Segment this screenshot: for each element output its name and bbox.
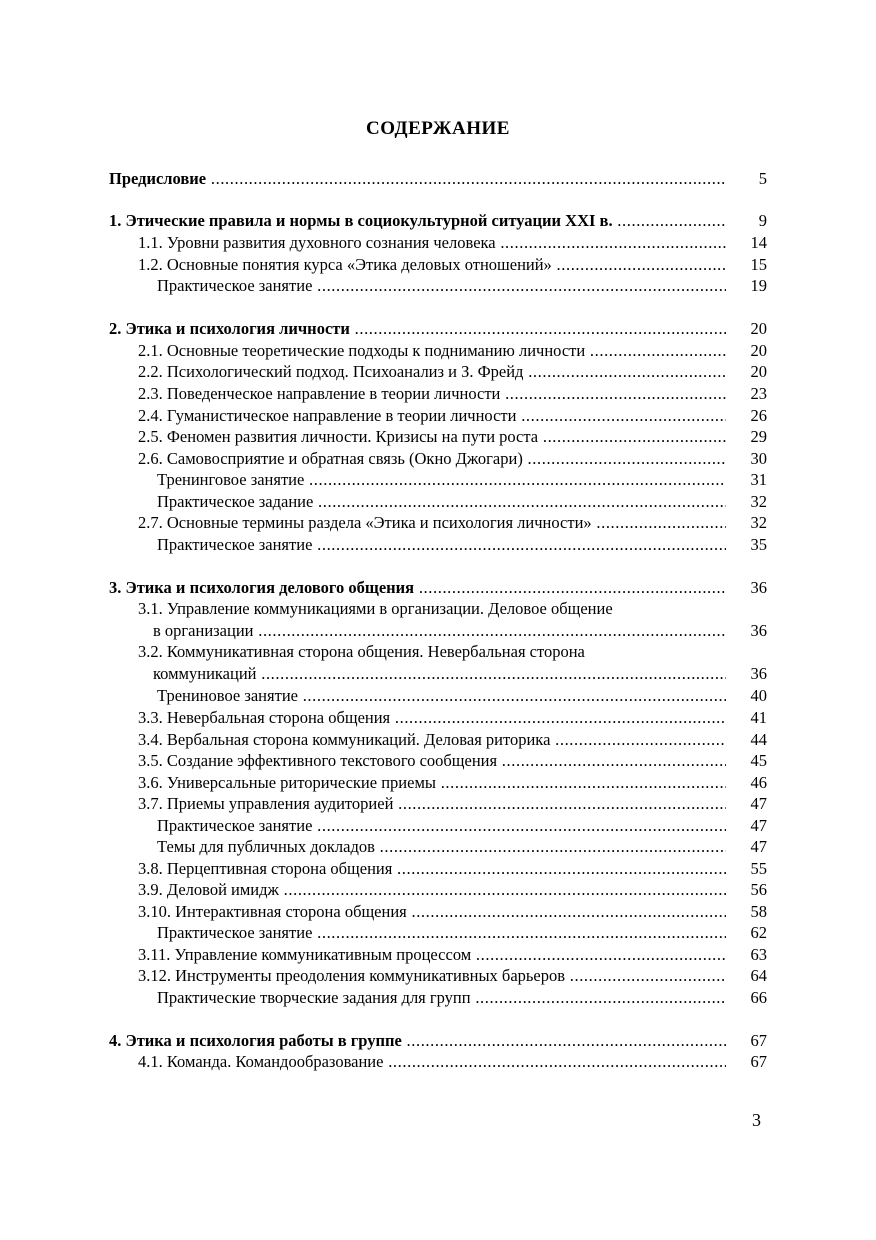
toc-entry-title: Предисловие — [109, 169, 207, 188]
toc-page-number: 30 — [750, 449, 767, 468]
toc-page-number: 19 — [750, 276, 767, 295]
toc-page-number: 26 — [750, 406, 767, 425]
toc-entry[interactable] — [109, 750, 767, 772]
toc-entry-text — [109, 168, 726, 190]
dot-leader — [592, 513, 726, 532]
dot-leader — [436, 773, 726, 792]
toc-entry-title: 1. Этические правила и нормы в социокультурной ситуации XXI в. — [109, 211, 613, 230]
dot-leader — [279, 880, 726, 899]
toc-entry[interactable] — [109, 663, 767, 685]
dot-leader — [407, 902, 726, 921]
toc-entry-title: 3.8. Перцептивная сторона общения — [138, 859, 393, 878]
toc-entry-text — [138, 879, 726, 901]
toc-entry-text — [138, 965, 726, 987]
dot-leader — [312, 535, 726, 554]
page-number: 3 — [752, 1110, 761, 1130]
toc-page-number: 15 — [750, 255, 767, 274]
toc-page-number: 29 — [750, 427, 767, 446]
toc-page-number: 62 — [750, 923, 767, 942]
dot-leader — [392, 859, 726, 878]
toc-entry-text — [138, 707, 726, 729]
toc-entry-title: 2. Этика и психология личности — [109, 319, 350, 338]
toc-entry-text — [109, 210, 726, 232]
dot-leader — [393, 794, 726, 813]
dot-leader — [497, 751, 726, 770]
dot-leader — [312, 816, 726, 835]
toc-entry[interactable] — [109, 793, 767, 815]
toc-entry-text — [138, 361, 726, 383]
toc-entry-text — [109, 1030, 726, 1052]
toc-entry[interactable] — [109, 210, 767, 232]
toc-entry[interactable] — [109, 318, 767, 340]
toc-entry-text — [138, 858, 726, 880]
toc-entry[interactable] — [109, 729, 767, 751]
dot-leader — [500, 384, 726, 403]
toc-entry-text — [138, 383, 726, 405]
toc-page-number: 5 — [758, 169, 767, 188]
toc-entry-text — [138, 254, 726, 276]
toc-page-number: 47 — [750, 837, 767, 856]
toc-entry-text — [153, 620, 726, 642]
toc-entry-text — [157, 685, 726, 707]
toc-page-number: 20 — [750, 362, 767, 381]
toc-entry-title: Практическое занятие — [157, 923, 313, 942]
toc-entry-text — [109, 577, 726, 599]
toc-page-number: 64 — [750, 966, 767, 985]
toc-entry-text — [138, 340, 726, 362]
toc-entry-text — [138, 232, 726, 254]
toc-entry[interactable] — [109, 879, 767, 901]
toc-entry[interactable] — [109, 944, 767, 966]
toc-entry[interactable] — [109, 815, 767, 837]
toc-entry-title: 2.3. Поведенческое направление в теории личности — [138, 384, 501, 403]
toc-entry-title: 2.6. Самовосприятие и обратная связь (Окно Джогари) — [138, 449, 523, 468]
dot-leader — [350, 319, 726, 338]
toc-page-number: 40 — [750, 686, 767, 705]
toc-page-number: 36 — [750, 578, 767, 597]
dot-leader — [375, 837, 726, 856]
dot-leader — [298, 686, 726, 705]
toc-entry-title: 3.4. Вербальная сторона коммуникаций. Деловая риторика — [138, 730, 551, 749]
toc-entry-title: 1.1. Уровни развития духовного сознания человека — [138, 233, 496, 252]
toc-page-number: 32 — [750, 492, 767, 511]
toc-entry-title: 2.1. Основные теоретические подходы к подниманию личности — [138, 341, 586, 360]
toc-entry-title: 3.11. Управление коммуникативным процессом — [138, 945, 472, 964]
toc-page-number: 20 — [750, 319, 767, 338]
toc-page-number: 67 — [750, 1031, 767, 1050]
toc-entry[interactable] — [109, 534, 767, 556]
toc-entry[interactable] — [109, 275, 767, 297]
toc-entry[interactable] — [109, 577, 767, 599]
toc-entry-title: Практическое занятие — [157, 535, 313, 554]
toc-entry-text — [138, 901, 726, 923]
toc-entry-text — [138, 944, 726, 966]
toc-entry[interactable] — [109, 426, 767, 448]
toc-entry[interactable] — [109, 707, 767, 729]
dot-leader — [471, 945, 726, 964]
dot-leader — [390, 708, 726, 727]
toc-page-number: 32 — [750, 513, 767, 532]
toc-entry-text — [157, 922, 726, 944]
dot-leader — [206, 169, 726, 188]
toc-entry[interactable] — [109, 685, 767, 707]
toc-page-number: 35 — [750, 535, 767, 554]
dot-leader — [550, 730, 726, 749]
toc-entry[interactable] — [109, 361, 767, 383]
toc-entry-title: 3.1. Управление коммуникациями в организации. Деловое общение — [138, 599, 613, 618]
dot-leader — [565, 966, 726, 985]
dot-leader — [538, 427, 726, 446]
dot-leader — [414, 578, 726, 597]
toc-entry-text — [153, 663, 726, 685]
toc-page-number: 47 — [750, 794, 767, 813]
toc-entry-title: 3.12. Инструменты преодоления коммуникативных барьеров — [138, 966, 566, 985]
toc-entry[interactable] — [109, 469, 767, 491]
toc-entry-title: Практические творческие задания для групп — [157, 988, 471, 1007]
dot-leader — [257, 664, 727, 683]
toc-entry[interactable] — [109, 340, 767, 362]
toc-entry[interactable] — [109, 383, 767, 405]
toc-entry-title: 2.7. Основные термины раздела «Этика и психология личности» — [138, 513, 592, 532]
toc-entry-continuation: в организации — [153, 621, 254, 640]
toc-entry-title: 2.4. Гуманистическое направление в теории личности — [138, 406, 517, 425]
dot-leader — [312, 923, 726, 942]
toc-entry-text — [138, 512, 726, 534]
toc-entry-continuation: коммуникаций — [153, 664, 257, 683]
toc-page-number: 46 — [750, 773, 767, 792]
toc-page-number: 9 — [758, 211, 767, 230]
dot-leader — [312, 276, 726, 295]
toc-page-number: 66 — [750, 988, 767, 1007]
dot-leader — [613, 211, 726, 230]
toc-page-number: 36 — [750, 664, 767, 683]
toc-entry[interactable] — [109, 1051, 767, 1073]
toc-page-number: 56 — [750, 880, 767, 899]
toc-entry-text — [157, 275, 726, 297]
dot-leader — [402, 1031, 726, 1050]
toc-entry-title: 3.7. Приемы управления аудиторией — [138, 794, 394, 813]
dot-leader — [496, 233, 726, 252]
toc-entry-text — [138, 750, 726, 772]
toc-page-number: 45 — [750, 751, 767, 770]
page-title: СОДЕРЖАНИЕ — [366, 118, 510, 139]
toc-entry-title: Темы для публичных докладов — [157, 837, 375, 856]
toc-entry-text — [157, 815, 726, 837]
toc-entry-line — [109, 641, 767, 663]
toc-entry[interactable] — [109, 491, 767, 513]
toc-entry-title: Практическое задание — [157, 492, 314, 511]
dot-leader — [552, 255, 726, 274]
toc-page-number: 58 — [750, 902, 767, 921]
toc-page-number: 23 — [750, 384, 767, 403]
toc-entry[interactable] — [109, 1030, 767, 1052]
toc-entry[interactable] — [109, 987, 767, 1009]
toc-entry[interactable] — [109, 922, 767, 944]
toc-entry-title: 3.3. Невербальная сторона общения — [138, 708, 391, 727]
dot-leader — [304, 470, 726, 489]
dot-leader — [471, 988, 726, 1007]
toc-entry-title: 3.9. Деловой имидж — [138, 880, 279, 899]
toc-entry-text — [138, 772, 726, 794]
toc-entry-text — [157, 469, 726, 491]
toc-entry[interactable] — [109, 512, 767, 534]
toc-entry-title: Практическое занятие — [157, 276, 313, 295]
toc-entry[interactable] — [109, 965, 767, 987]
dot-leader — [254, 621, 727, 640]
toc-entry-title: 3. Этика и психология делового общения — [109, 578, 415, 597]
toc-entry-title: 4. Этика и психология работы в группе — [109, 1031, 402, 1050]
toc-entry-text — [138, 729, 726, 751]
toc-entry-text — [138, 1051, 726, 1073]
toc-page-number: 14 — [750, 233, 767, 252]
toc-entry[interactable] — [109, 448, 767, 470]
toc-entry-title: Практическое занятие — [157, 816, 313, 835]
toc-entry[interactable] — [109, 168, 767, 190]
toc-entry-title: Трениновое занятие — [157, 686, 298, 705]
dot-leader — [516, 406, 726, 425]
toc-entry-title: Тренинговое занятие — [157, 470, 305, 489]
toc-entry[interactable] — [109, 901, 767, 923]
toc-entry[interactable] — [109, 620, 767, 642]
toc-entry-title: 3.5. Создание эффективного текстового сообщения — [138, 751, 498, 770]
toc-entry-title: 4.1. Команда. Командообразование — [138, 1052, 384, 1071]
dot-leader — [523, 362, 726, 381]
toc-page-number: 44 — [750, 730, 767, 749]
toc-entry[interactable] — [109, 858, 767, 880]
toc-entry-text — [157, 534, 726, 556]
toc-page-number: 31 — [750, 470, 767, 489]
toc-page-number: 55 — [750, 859, 767, 878]
toc-entry-title: 2.2. Психологический подход. Психоанализ и З. Фрейд — [138, 362, 524, 381]
toc-entry-title: 3.10. Интерактивная сторона общения — [138, 902, 407, 921]
toc-entry-line — [109, 598, 767, 620]
dot-leader — [313, 492, 726, 511]
toc-entry[interactable] — [109, 836, 767, 858]
toc-page-number: 63 — [750, 945, 767, 964]
toc-page-number: 41 — [750, 708, 767, 727]
toc-page-number: 47 — [750, 816, 767, 835]
dot-leader — [523, 449, 726, 468]
toc-entry-text — [138, 405, 726, 427]
dot-leader — [585, 341, 726, 360]
toc-page-number: 20 — [750, 341, 767, 360]
toc-entry[interactable] — [109, 254, 767, 276]
dot-leader — [383, 1052, 726, 1071]
toc-entry-title: 1.2. Основные понятия курса «Этика деловых отношений» — [138, 255, 552, 274]
toc-entry-text — [157, 987, 726, 1009]
toc-entry-title: 3.2. Коммуникативная сторона общения. Невербальная сторона — [138, 642, 585, 661]
toc-page-number: 67 — [750, 1052, 767, 1071]
toc-entry-text — [138, 448, 726, 470]
toc-entry-text — [109, 318, 726, 340]
toc-entry-text — [138, 426, 726, 448]
toc-entry-title: 3.6. Универсальные риторические приемы — [138, 773, 436, 792]
toc-entry[interactable] — [109, 405, 767, 427]
toc-entry-text — [138, 793, 726, 815]
toc-entry[interactable] — [109, 772, 767, 794]
toc-page-number: 36 — [750, 621, 767, 640]
toc-entry-text — [157, 491, 726, 513]
toc-entry-text — [157, 836, 726, 858]
toc-entry-title: 2.5. Феномен развития личности. Кризисы на пути роста — [138, 427, 539, 446]
toc-entry[interactable] — [109, 232, 767, 254]
